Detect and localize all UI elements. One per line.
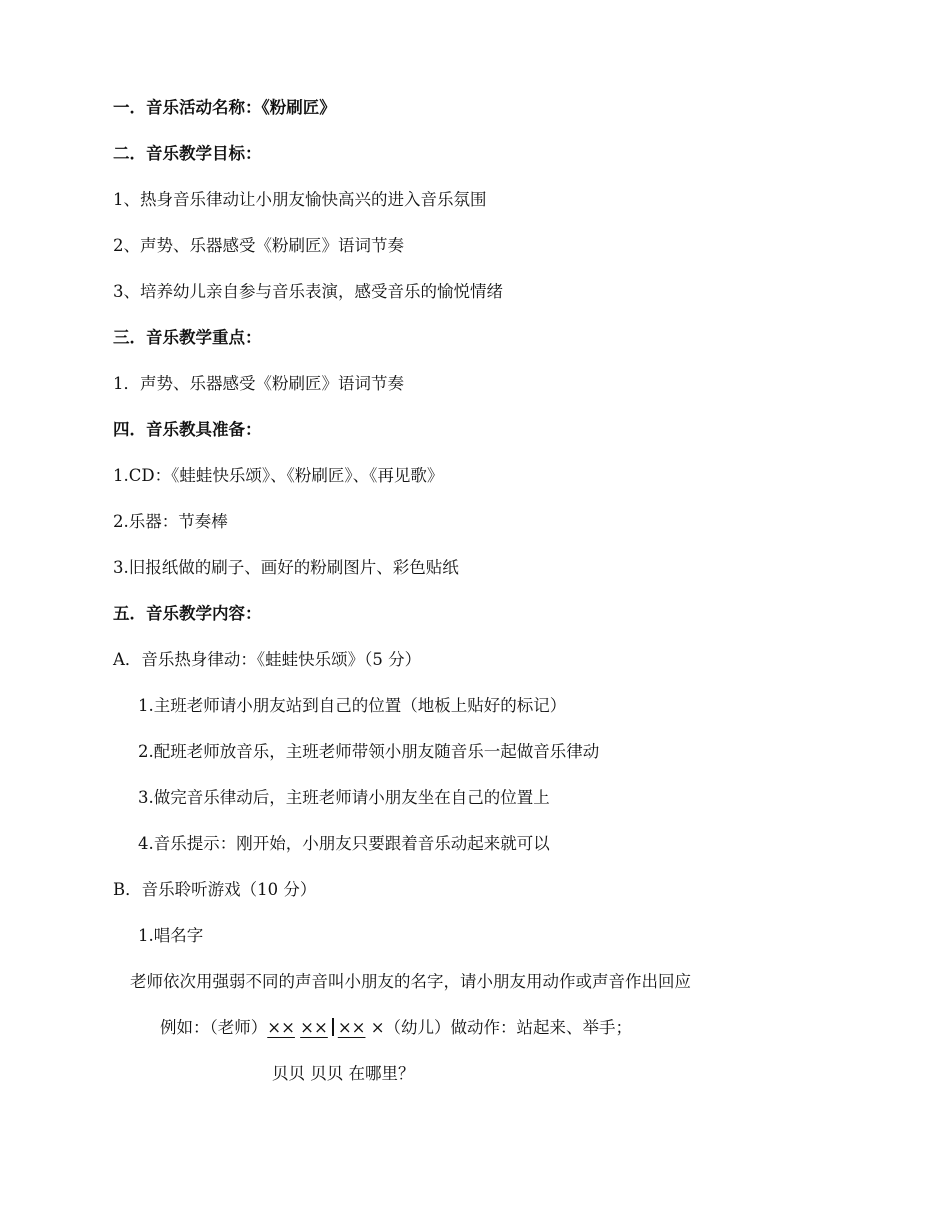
- part-a-item-4: 4.音乐提示：刚开始，小朋友只要跟着音乐动起来就可以: [138, 834, 550, 853]
- example-line: [160, 1017, 632, 1039]
- focus-item-1: 1．声势、乐器感受《粉刷匠》语词节奏: [113, 374, 404, 393]
- part-a-item-1: 1.主班老师请小朋友站到自己的位置（地板上贴好的标记）: [138, 696, 567, 715]
- prep-item-3: 3.旧报纸做的刷子、画好的粉刷图片、彩色贴纸: [113, 558, 459, 577]
- bar-line: [332, 1018, 334, 1036]
- section-1-title: 一．音乐活动名称：《粉刷匠》: [113, 98, 336, 117]
- lyrics-line: 贝贝 贝贝 在哪里？: [272, 1064, 415, 1083]
- part-b-description: 老师依次用强弱不同的声音叫小朋友的名字，请小朋友用动作或声音作出回应: [130, 972, 691, 991]
- section-4-title: 四．音乐教具准备：: [113, 420, 262, 439]
- part-a-title: A．音乐热身律动：《蛙蛙快乐颂》（5 分）: [113, 650, 422, 669]
- part-a-item-2: 2.配班老师放音乐，主班老师带领小朋友随音乐一起做音乐律动: [138, 742, 600, 761]
- section-5-title: 五．音乐教学内容：: [113, 604, 262, 623]
- part-a-item-3: 3.做完音乐律动后，主班老师请小朋友坐在自己的位置上: [138, 788, 550, 807]
- goal-item-2: 2、声势、乐器感受《粉刷匠》语词节奏: [113, 236, 404, 255]
- prep-item-2: 2.乐器：节奏棒: [113, 512, 228, 531]
- part-b-title: B．音乐聆听游戏（10 分）: [113, 880, 317, 899]
- goal-item-1: 1、热身音乐律动让小朋友愉快高兴的进入音乐氛围: [113, 190, 487, 209]
- section-2-title: 二．音乐教学目标：: [113, 144, 262, 163]
- part-b-item-1: 1.唱名字: [138, 926, 204, 945]
- rhythm-group-2: ××: [300, 1018, 328, 1037]
- example-suffix: （幼儿）做动作：站起来、举手；: [384, 1018, 633, 1037]
- section-3-title: 三．音乐教学重点：: [113, 328, 262, 347]
- prep-item-1: 1.CD：《蛙蛙快乐颂》、《粉刷匠》、《再见歌》: [113, 466, 444, 485]
- rhythm-group-4: ×: [370, 1018, 385, 1037]
- goal-item-3: 3、培养幼儿亲自参与音乐表演，感受音乐的愉悦情绪: [113, 282, 503, 301]
- example-prefix: 例如：（老师）: [160, 1018, 268, 1037]
- rhythm-group-1: ××: [267, 1018, 295, 1037]
- rhythm-group-3: ××: [337, 1018, 366, 1037]
